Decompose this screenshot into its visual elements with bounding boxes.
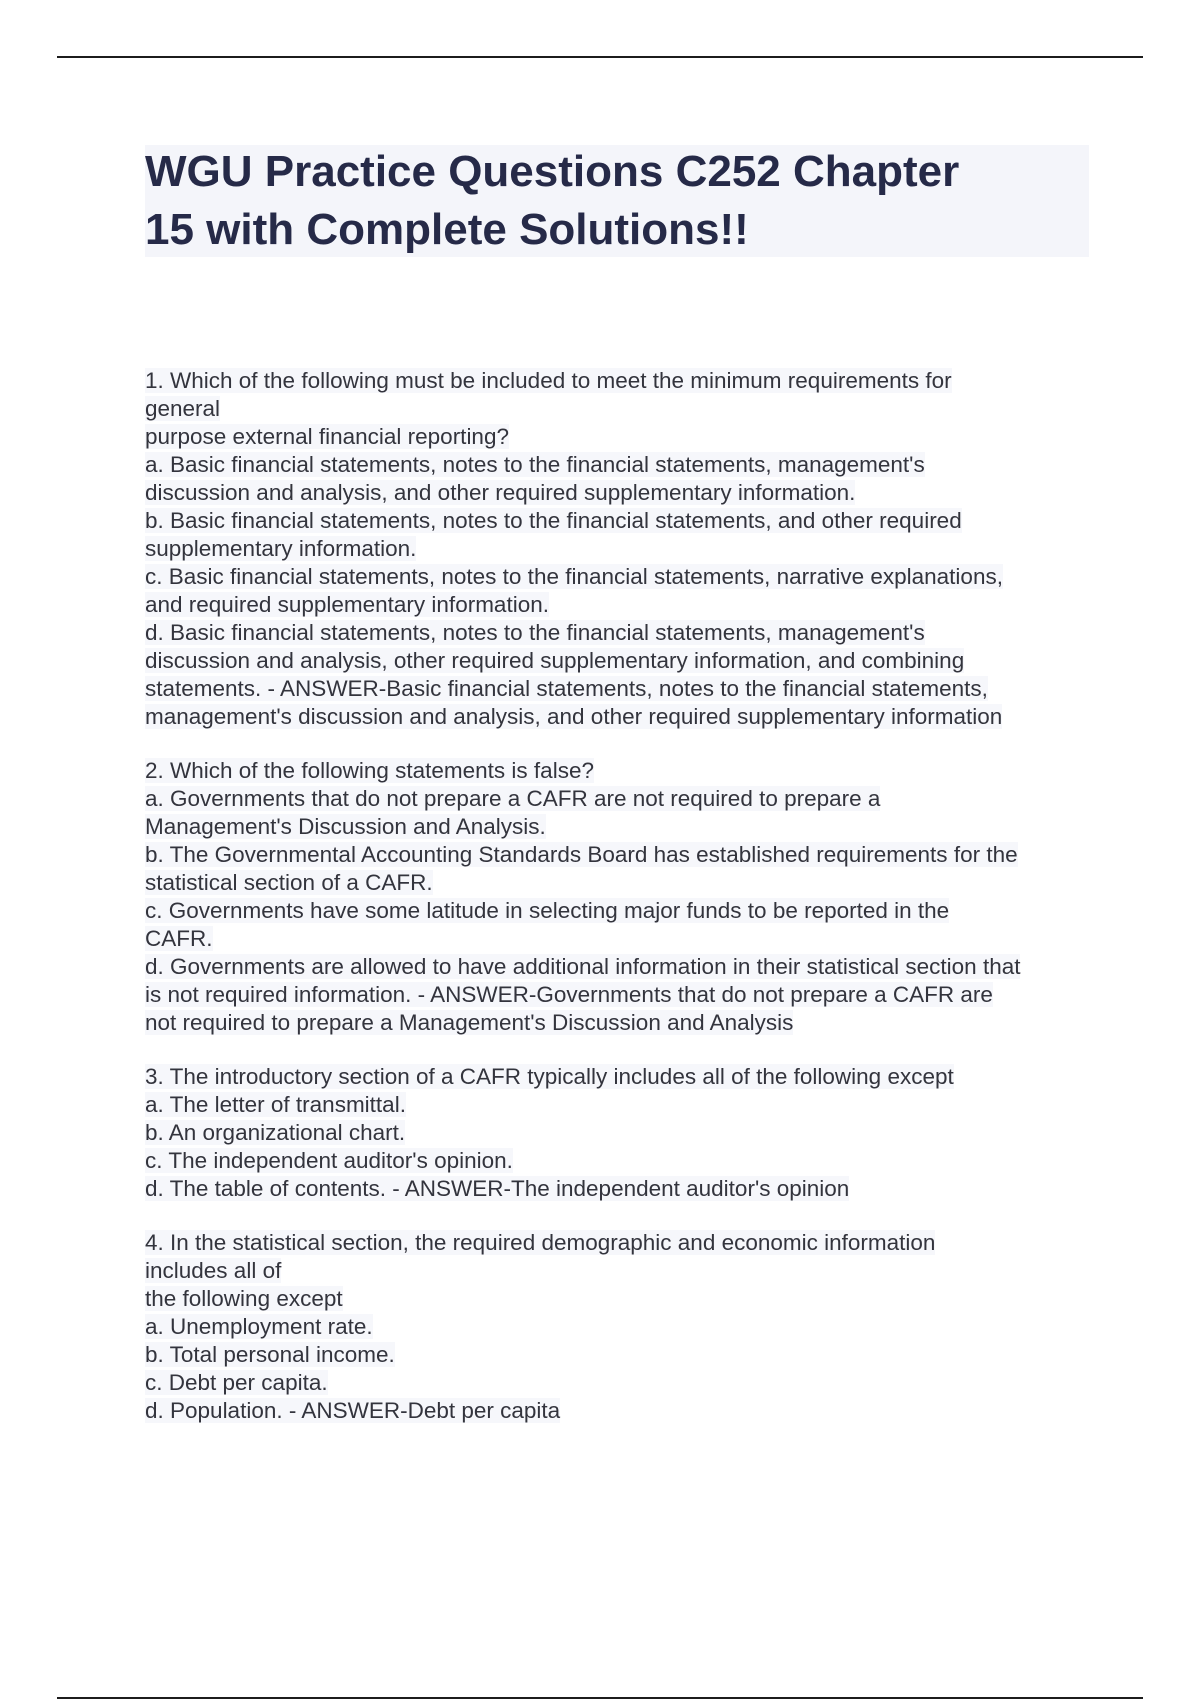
top-rule <box>57 56 1143 58</box>
question-line <box>145 757 1095 785</box>
question-block-1 <box>145 367 1095 731</box>
question-line-text: d. Governments are allowed to have additional information in their statistical section that <box>145 954 1021 979</box>
question-line <box>145 1147 1095 1175</box>
question-line <box>145 813 1095 841</box>
question-line-text: c. Governments have some latitude in selecting major funds to be reported in the <box>145 898 950 923</box>
bottom-rule <box>57 1697 1143 1699</box>
question-line <box>145 479 1095 507</box>
question-line <box>145 1341 1095 1369</box>
question-line-text: discussion and analysis, and other required supplementary information. <box>145 480 856 505</box>
question-line-text: c. Debt per capita. <box>145 1370 328 1395</box>
question-line <box>145 507 1095 535</box>
question-line-text: 3. The introductory section of a CAFR typically includes all of the following except <box>145 1064 954 1089</box>
question-line <box>145 451 1095 479</box>
question-line <box>145 367 1095 395</box>
question-line <box>145 953 1095 981</box>
title-line-2: 15 with Complete Solutions!! <box>145 205 749 254</box>
question-line-text: the following except <box>145 1286 343 1311</box>
question-line <box>145 1175 1095 1203</box>
question-line-text: Management's Discussion and Analysis. <box>145 814 546 839</box>
question-line <box>145 675 1095 703</box>
question-line-text: d. Basic financial statements, notes to the financial statements, management's <box>145 620 925 645</box>
question-line <box>145 1229 1095 1257</box>
document-title <box>145 143 1089 259</box>
question-line <box>145 619 1095 647</box>
question-line-text: 4. In the statistical section, the required demographic and economic information <box>145 1230 936 1255</box>
question-line-text: supplementary information. <box>145 536 417 561</box>
question-line-text: d. The table of contents. - ANSWER-The independent auditor's opinion <box>145 1176 850 1201</box>
question-line-text: statistical section of a CAFR. <box>145 870 433 895</box>
question-line-text: is not required information. - ANSWER-Governments that do not prepare a CAFR are <box>145 982 993 1007</box>
question-line-text: d. Population. - ANSWER-Debt per capita <box>145 1398 561 1423</box>
question-line-text: a. Governments that do not prepare a CAFR are not required to prepare a <box>145 786 881 811</box>
question-line-text: c. The independent auditor's opinion. <box>145 1148 513 1173</box>
question-line <box>145 1369 1095 1397</box>
question-line <box>145 981 1095 1009</box>
question-line-text: discussion and analysis, other required supplementary information, and combining <box>145 648 965 673</box>
question-line <box>145 563 1095 591</box>
question-line <box>145 925 1095 953</box>
question-line <box>145 647 1095 675</box>
question-block-4 <box>145 1229 1095 1425</box>
question-block-2 <box>145 757 1095 1037</box>
question-line-text: statements. - ANSWER-Basic financial statements, notes to the financial statements, <box>145 676 988 701</box>
question-line-text: 2. Which of the following statements is false? <box>145 758 594 783</box>
question-line <box>145 897 1095 925</box>
question-line-text: CAFR. <box>145 926 213 951</box>
question-line-text: and required supplementary information. <box>145 592 549 617</box>
question-line <box>145 1119 1095 1147</box>
question-line <box>145 785 1095 813</box>
question-line-text: management's discussion and analysis, and other required supplementary information <box>145 704 1003 729</box>
question-line-text: not required to prepare a Management's Discussion and Analysis <box>145 1010 794 1035</box>
question-line-text: b. Basic financial statements, notes to the financial statements, and other required <box>145 508 962 533</box>
question-line-text: a. Basic financial statements, notes to the financial statements, management's <box>145 452 925 477</box>
question-line-text: a. Unemployment rate. <box>145 1314 373 1339</box>
question-line <box>145 535 1095 563</box>
question-line <box>145 1313 1095 1341</box>
question-line <box>145 703 1095 731</box>
question-line <box>145 869 1095 897</box>
question-line-text: purpose external financial reporting? <box>145 424 509 449</box>
title-line-1: WGU Practice Questions C252 Chapter <box>145 147 960 196</box>
question-line-text: includes all of <box>145 1258 282 1283</box>
question-line <box>145 1009 1095 1037</box>
question-line <box>145 395 1095 423</box>
question-line-text: general <box>145 396 221 421</box>
question-line-text: 1. Which of the following must be included to meet the minimum requirements for <box>145 368 952 393</box>
question-line-text: a. The letter of transmittal. <box>145 1092 406 1117</box>
question-line-text: b. An organizational chart. <box>145 1120 406 1145</box>
question-line <box>145 1257 1095 1285</box>
question-line <box>145 1091 1095 1119</box>
question-line <box>145 591 1095 619</box>
questions-body <box>145 367 1095 1451</box>
question-line <box>145 423 1095 451</box>
question-line <box>145 1063 1095 1091</box>
question-line <box>145 1397 1095 1425</box>
question-block-3 <box>145 1063 1095 1203</box>
question-line <box>145 1285 1095 1313</box>
question-line-text: b. Total personal income. <box>145 1342 395 1367</box>
question-line-text: c. Basic financial statements, notes to the financial statements, narrative explanations, <box>145 564 1003 589</box>
question-line-text: b. The Governmental Accounting Standards Board has established requirements for the <box>145 842 1018 867</box>
question-line <box>145 841 1095 869</box>
